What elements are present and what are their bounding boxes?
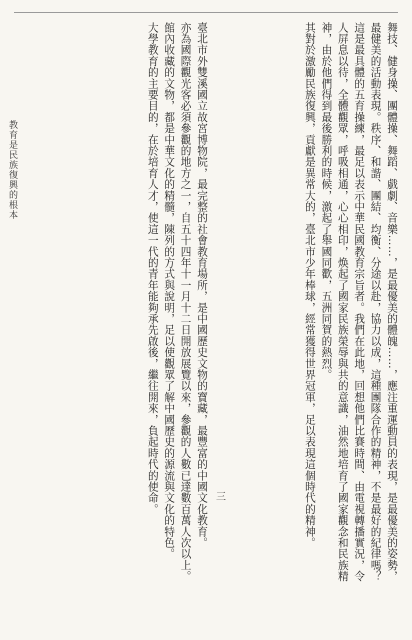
- header-rule: [14, 12, 398, 13]
- paragraph: 這是最具體的五育操練，最足以表示中華民國教育宗旨者。我們在此地，回想他們比賽時間、由電視轉播實況，令人屏息以待，全體觀眾，呼吸相通，心心相印，焕起了國家民族榮辱與共的意識，油然地培育了國家觀念和民族精神，由於他們得到最後勝利的時候，激起了舉國同歡，五洲同賀的熱烈。: [320, 22, 366, 582]
- paragraph: 舞技、健身操、團體操、舞蹈、戲劇、音樂……，是最優美的體魄……，應注重運動員的表現，是最優美的姿勢，最健美的活動表現。秩序、和諧、團結、均衡、分途以赴，協力以成，這種團隊合作的精神，不是最好的紀律嗎？: [369, 22, 398, 582]
- paragraph: 大學教育的主要目的，在於培育人才，使這一代的青年能夠承先啟後，繼往開來，負起時代的使命。: [146, 22, 159, 515]
- paragraph: 亦為國際觀光客必須參觀的地方之一，自五十四年十一月十二日開放展覽以來，參觀的人數已達數百萬人次以上。館內收藏的文物，都是中華文化的精髓，陳列的方式與說明，足以使觀眾了解中國歷史的源流與文化的特色。: [163, 22, 192, 582]
- paragraph: 其對於激勵民族復興，貢獻是異常大的，臺北市少年棒球，經常獲得世界冠軍，足以表現這個時代的精神。: [303, 22, 316, 549]
- left-text-column: [30, 22, 210, 582]
- page-number: 三: [216, 492, 226, 503]
- paragraph: 臺北市外雙溪國立故宮博物院，最完整的社會教育場所，是中國歷史文物的寶藏，最豐富的中國文化教育。: [196, 22, 208, 549]
- right-text-column: [218, 22, 400, 582]
- running-head: 教育是民族復興的根本: [7, 120, 17, 220]
